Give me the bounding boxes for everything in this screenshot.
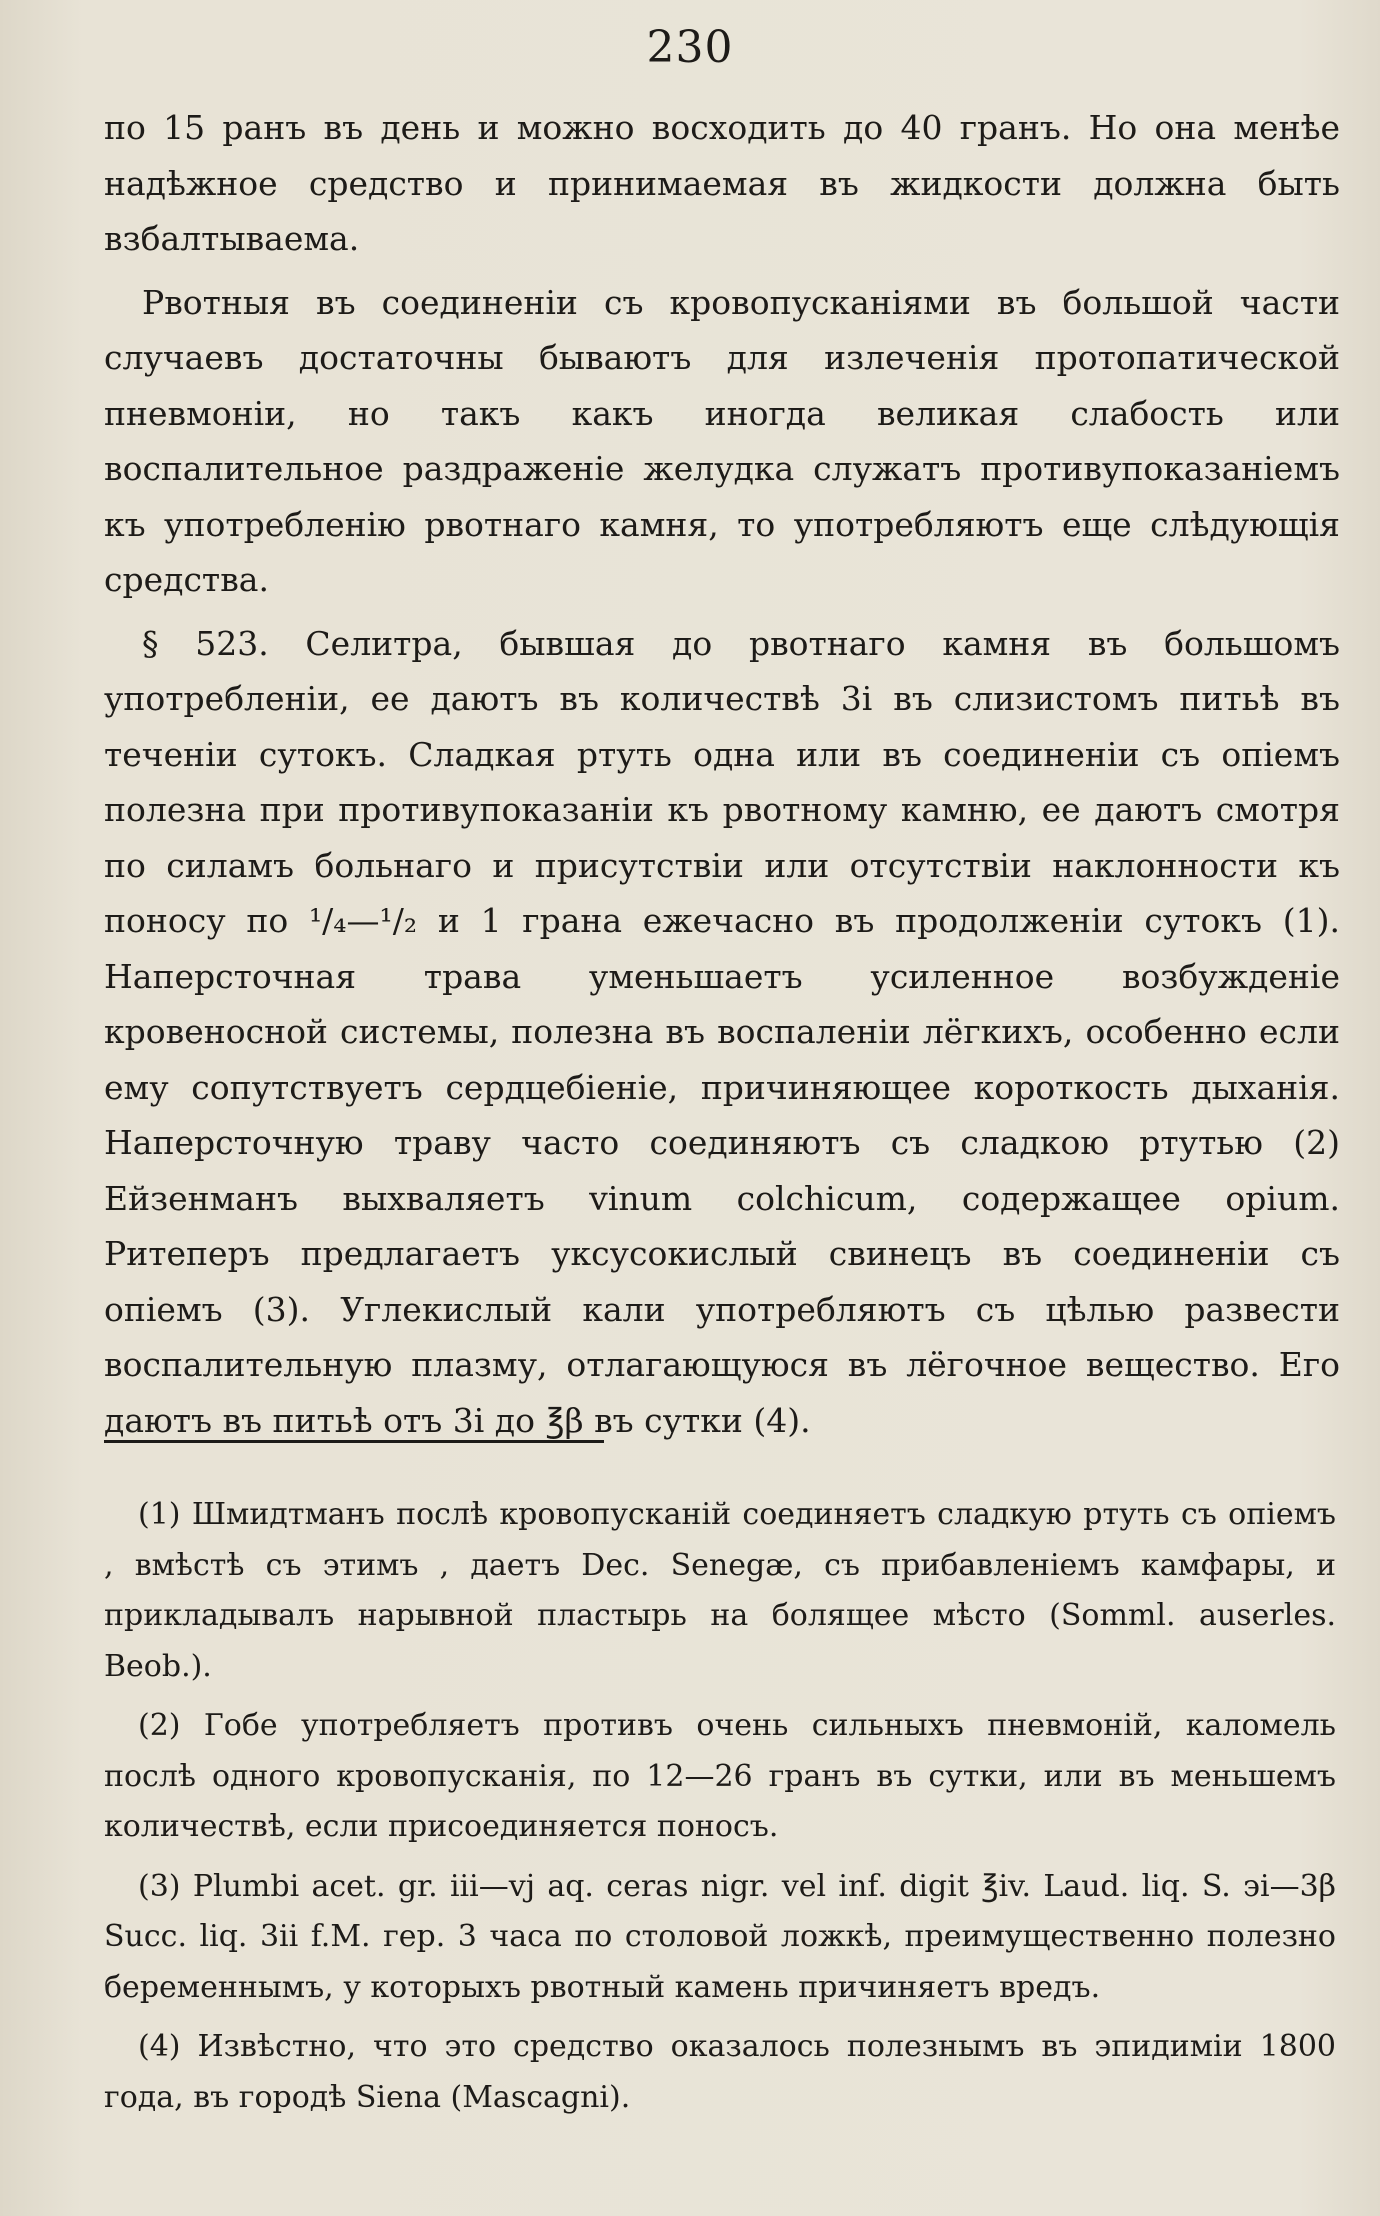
paragraph: по 15 ранъ въ день и можно восходить до 40 гранъ. Но она менѣе надѣжное средство и принимаемая въ жидкости должна быть взбалтываема. <box>104 108 1340 258</box>
footnote: (4) Извѣстно, что это средство оказалось полезнымъ въ эпидимiи 1800 года, въ городѣ Siena (Mascagni). <box>104 2029 1336 2115</box>
paragraph: § 523. Селитра, бывшая до рвотнаго камня въ большомъ употребленiи, ее даютъ въ количествѣ 3i въ слизистомъ питьѣ въ теченiи сутокъ. Сладкая ртуть одна или въ соединенiи съ опiемъ полезна при противупоказанiи къ рвотному камню, ее даютъ смотря по силамъ больнаго и присутствiи или отсутствiи наклонности къ поносу по ¹/₄—¹/₂ и 1 грана ежечасно въ продолженiи сутокъ (1). Наперсточная трава уменьшаетъ усиленное возбужденiе кровеносной системы, полезна въ воспаленiи лёгкихъ, особенно если ему сопутствуетъ сердцебiенiе, причиняющее короткость дыханiя. Наперсточную траву часто соединяютъ съ сладкою ртутью (2) Ейзенманъ выхваляетъ vinum colchicum, содержащее opium. Ритеперъ предлагаетъ уксусокислый свинецъ въ соединенiи съ опiемъ (3). Углекислый кали употребляютъ съ цѣлью развести воспалительную плазму, отлагающуюся въ лёгочное вещество. Его даютъ въ питьѣ отъ 3i до ℥β въ сутки (4). <box>104 623 1340 1440</box>
footnote-separator <box>104 1440 604 1443</box>
footnote: (3) Plumbi acet. gr. iii—vj aq. ceras nigr. vel inf. digit ℥iv. Laud. liq. S. эi—3β Succ. liq. 3ii f.M. гер. 3 часа по столовой ложкѣ, преимущественно полезно беременнымъ, у которыхъ рвотный камень причиняетъ вредъ. <box>104 1868 1336 2005</box>
footnotes <box>104 1490 1336 2123</box>
page-number: 230 <box>646 22 734 73</box>
footnote: (2) Гобе употребляетъ противъ очень сильныхъ пневмонiй, каломель послѣ одного кровопусканiя, по 12—26 гранъ въ сутки, или въ меньшемъ количествѣ, если присоединяется поносъ. <box>104 1708 1336 1844</box>
paragraph: Рвотныя въ соединенiи съ кровопусканiями въ большой части случаевъ достаточны бываютъ для излеченiя протопатической пневмонiи, но такъ какъ иногда великая слабость или воспалительное раздраженiе желудка служатъ противупоказанiемъ къ употребленiю рвотнаго камня, то употребляютъ еще слѣдующiя средства. <box>104 282 1340 599</box>
main-text <box>104 100 1340 1448</box>
footnote: (1) Шмидтманъ послѣ кровопусканiй соединяетъ сладкую ртуть съ опiемъ , вмѣстѣ съ этимъ , даетъ Dec. Senegæ, съ прибавленiемъ камфары, и прикладывалъ нарывной пластырь на болящее мѣсто (Somml. auserles. Beob.). <box>104 1497 1336 1684</box>
